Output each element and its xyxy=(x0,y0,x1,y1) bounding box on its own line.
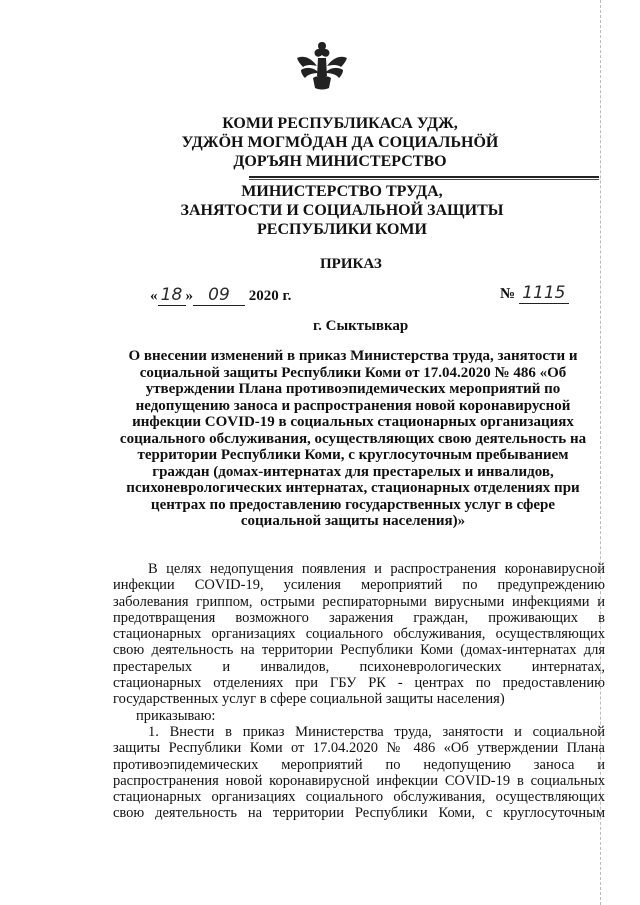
komi-header-line: КОМИ РЕСПУБЛИКАСА УДЖ, xyxy=(222,115,458,132)
body-line: стационарных отделениях при ГБУ РК - центрах по предоставлению xyxy=(113,675,605,692)
ministry-header-line: РЕСПУБЛИКИ КОМИ xyxy=(257,221,427,238)
title-line: инфекции COVID-19 в социальных стационарных организациях xyxy=(132,414,574,430)
komi-header-line: УДЖÖН МОГМÖДАН ДА СОЦИАЛЬНÖЙ xyxy=(181,134,499,151)
ministry-header-line: ЗАНЯТОСТИ И СОЦИАЛЬНОЙ ЗАЩИТЫ xyxy=(180,202,504,219)
body-line: инфекции COVID-19, усиления мероприятий по предупреждению xyxy=(113,577,605,594)
body-line: свою деятельность на территории Республики Коми, с круглосуточным xyxy=(113,805,605,822)
order-body xyxy=(113,561,605,822)
city: г. Сыктывкар xyxy=(313,318,409,334)
order-title xyxy=(118,348,588,530)
order-number xyxy=(500,283,569,304)
body-line: приказываю: xyxy=(136,707,216,724)
number-prefix: № xyxy=(500,286,516,302)
ministry-header-line: МИНИСТЕРСТВО ТРУДА, xyxy=(241,183,443,200)
body-line: заболевания гриппом, острыми респираторными вирусными инфекциями и xyxy=(113,593,605,610)
title-line: О внесении изменений в приказ Министерства труда, занятости и xyxy=(128,348,578,364)
body-line: государственных услуг в сфере социальной защиты населения) xyxy=(113,691,505,708)
order-date xyxy=(150,285,291,306)
title-line: утверждении Плана противоэпидемических мероприятий по xyxy=(145,381,561,397)
header-divider-thin xyxy=(249,179,599,180)
title-line: социальной защиты населения)» xyxy=(240,513,466,529)
document-type: ПРИКАЗ xyxy=(320,256,382,272)
body-line: стационарных организациях социального обслуживания, осуществляющих xyxy=(113,789,605,806)
komi-header-line: ДОРЪЯН МИНИСТЕРСТВО xyxy=(233,153,447,170)
body-line: защиты Республики Коми от 17.04.2020 № 486 «Об утверждении Плана xyxy=(113,740,605,757)
title-line: территории Республики Коми, с круглосуточным пребыванием xyxy=(137,447,569,463)
header-divider xyxy=(249,176,599,178)
title-line: социального обслуживания, осуществляющих свою деятельность на xyxy=(119,430,587,447)
body-line: противоэпидемических мероприятий по недопущению заноса и xyxy=(113,756,605,773)
title-line: психоневрологических интернатах, стационарных отделениях при xyxy=(126,480,580,496)
date-day: 18 xyxy=(158,285,186,306)
title-line: граждан (домах-интернатах для престарелых и инвалидов, xyxy=(152,463,554,480)
komi-coat-of-arms-icon xyxy=(291,40,353,92)
body-line: распространения новой коронавирусной инфекции COVID-19 в социальных xyxy=(113,772,605,789)
title-line: недопущению заноса и распространения новой коронавирусной xyxy=(135,397,571,414)
date-close-quote: » xyxy=(185,288,193,304)
body-line: свою деятельность на территории Республики Коми (домах-интернатах для xyxy=(113,642,605,659)
body-line: В целях недопущения появления и распространения коронавирусной xyxy=(148,561,605,577)
body-line: стационарных организациях социального обслуживания, осуществляющих xyxy=(113,626,605,643)
date-open-quote: « xyxy=(150,288,158,304)
body-line: 1. Внести в приказ Министерства труда, занятости и социальной xyxy=(148,723,605,740)
date-month: 09 xyxy=(193,285,245,306)
komi-header xyxy=(20,114,640,171)
title-line: социальной защиты Республики Коми от 17.04.2020 № 486 «Об xyxy=(139,364,567,381)
body-line: предотвращения возможного заражения граждан, проживающих в xyxy=(113,609,605,626)
date-year: 2020 г. xyxy=(248,288,292,304)
body-line: престарелых и инвалидов, психоневрологических интернатах, xyxy=(113,658,605,675)
title-line: центрах по предоставлению государственных услуг в сфере xyxy=(150,496,556,513)
ministry-header xyxy=(22,182,640,239)
number-value: 1115 xyxy=(519,283,569,304)
